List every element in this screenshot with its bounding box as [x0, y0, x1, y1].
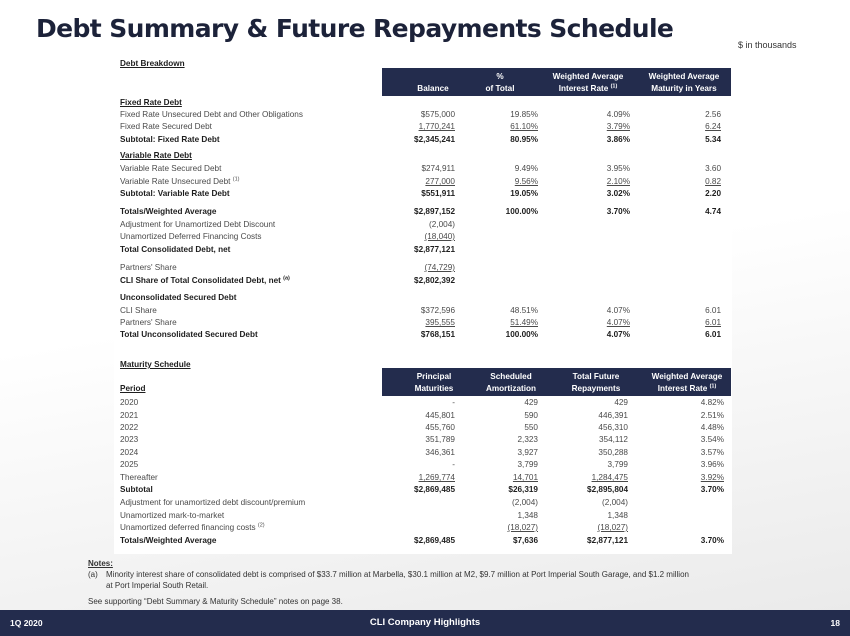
col-maturity-line1: Weighted Average — [648, 72, 720, 81]
amortization-cell: (18,027) — [507, 523, 538, 532]
balance-cell: $372,596 — [420, 306, 455, 315]
rate-cell: 3.92% — [700, 473, 724, 482]
cli-share-row — [120, 275, 732, 287]
table-row — [120, 305, 732, 317]
amortization-cell: 590 — [524, 411, 538, 420]
maturity-cell: 6.01 — [705, 318, 721, 327]
rate-cell: 3.70% — [606, 207, 630, 216]
rate-cell: 4.82% — [700, 398, 724, 407]
period-cell: Unamortized deferred financing costs $^{(2)}$ — [120, 522, 265, 532]
balance-cell: 277,000 — [425, 177, 455, 186]
period-cell: 2023 — [120, 435, 139, 444]
table-row — [120, 472, 732, 484]
period-cell: 2025 — [120, 460, 139, 469]
balance-cell: $2,877,121 — [414, 245, 455, 254]
maturity-table-header — [382, 368, 731, 396]
balance-cell: (2,004) — [429, 220, 455, 229]
table-row — [120, 497, 732, 509]
principal-cell: 445,801 — [425, 411, 455, 420]
table-row — [120, 121, 732, 133]
row-label: Totals/Weighted Average — [120, 207, 217, 216]
principal-cell: 351,789 — [425, 435, 455, 444]
note-a-marker: (a) — [88, 570, 98, 579]
footer-title: CLI Company Highlights — [369, 617, 481, 628]
table-row — [120, 176, 732, 188]
amortization-cell: 3,927 — [517, 448, 538, 457]
subtotal-row — [120, 188, 732, 200]
balance-cell: (18,040) — [424, 232, 455, 241]
maturity-schedule-title: Maturity Schedule — [120, 360, 191, 369]
table-row — [120, 231, 732, 243]
balance-cell: $2,345,241 — [414, 135, 455, 144]
rate-cell: 3.95% — [606, 164, 630, 173]
row-label: Unamortized Deferred Financing Costs — [120, 232, 262, 241]
balance-cell: (74,729) — [424, 263, 455, 272]
note-a-line2: at Port Imperial South Retail. — [106, 581, 209, 590]
total-cell: 354,112 — [599, 435, 628, 444]
balance-cell: $551,911 — [421, 189, 455, 198]
row-label: CLI Share of Total Consolidated Debt, net $^{(a)}$ — [120, 275, 290, 285]
col-rate-line2: Interest Rate $^{(1)}$ — [657, 383, 717, 393]
balance-cell: $2,897,152 — [414, 207, 455, 216]
table-row — [120, 410, 732, 422]
principal-cell: $2,869,485 — [414, 536, 455, 545]
fixed-rate-heading: Fixed Rate Debt — [120, 98, 182, 107]
debt-breakdown-title: Debt Breakdown — [120, 59, 185, 68]
balance-cell: $274,911 — [421, 164, 455, 173]
balance-cell: $2,802,392 — [414, 276, 455, 285]
maturity-cell: 6.24 — [705, 122, 721, 131]
page-number: 18 — [830, 618, 840, 628]
rate-cell: 3.70% — [700, 485, 724, 494]
rate-cell: 2.10% — [606, 177, 630, 186]
rate-cell: 3.79% — [606, 122, 630, 131]
variable-rate-heading: Variable Rate Debt — [120, 151, 192, 160]
col-pct-line2: of Total — [485, 84, 515, 93]
footer-bar — [0, 610, 850, 636]
pct-cell: 19.05% — [510, 189, 538, 198]
page-title: Debt Summary & Future Repayments Schedule — [36, 14, 674, 43]
total-cell: $2,895,804 — [587, 485, 628, 494]
total-cell: 429 — [614, 398, 628, 407]
row-label: Subtotal: Variable Rate Debt — [120, 189, 230, 198]
amortization-cell: 3,799 — [517, 460, 538, 469]
debt-table-header — [382, 68, 731, 96]
rate-cell: 4.07% — [606, 318, 630, 327]
period-cell: Adjustment for unamortized debt discount/premium — [120, 498, 306, 507]
rate-cell: 4.07% — [606, 330, 630, 339]
see-also-note: See supporting “Debt Summary & Maturity Schedule” notes on page 38. — [88, 597, 343, 606]
pct-cell: 61.10% — [510, 122, 538, 131]
amortization-cell: $7,636 — [512, 536, 538, 545]
balance-cell: $575,000 — [420, 110, 455, 119]
amortization-cell: 14,701 — [512, 473, 538, 482]
row-label: CLI Share — [120, 306, 157, 315]
pct-cell: 9.49% — [514, 164, 538, 173]
table-row — [120, 522, 732, 534]
total-cell: 456,310 — [598, 423, 628, 432]
total-cell: 446,391 — [598, 411, 628, 420]
totals-row — [120, 206, 732, 218]
table-row — [120, 262, 732, 274]
col-principal-line2: Maturities — [414, 384, 454, 393]
row-label: Partners' Share — [120, 318, 177, 327]
period-cell: 2024 — [120, 448, 139, 457]
table-row — [120, 434, 732, 446]
rate-cell: 2.51% — [700, 411, 724, 420]
table-row — [120, 163, 732, 175]
notes-heading: Notes: — [88, 559, 113, 568]
row-label: Total Consolidated Debt, net — [120, 245, 231, 254]
total-cell: 350,288 — [598, 448, 628, 457]
pct-cell: 19.85% — [510, 110, 538, 119]
maturity-cell: 5.34 — [705, 135, 721, 144]
row-label: Partners' Share — [120, 263, 177, 272]
col-total-line2: Repayments — [571, 384, 621, 393]
total-cell: (18,027) — [597, 523, 628, 532]
maturity-total-row — [120, 484, 732, 496]
footer-period: 1Q 2020 — [10, 618, 43, 628]
total-cell: 1,348 — [607, 511, 628, 520]
pct-cell: 51.49% — [510, 318, 538, 327]
pct-cell: 100.00% — [505, 207, 538, 216]
row-label: Fixed Rate Secured Debt — [120, 122, 212, 131]
period-cell: Totals/Weighted Average — [120, 536, 217, 545]
period-label: Period — [120, 384, 146, 393]
row-label: Subtotal: Fixed Rate Debt — [120, 135, 220, 144]
maturity-cell: 2.20 — [705, 189, 721, 198]
subtotal-row — [120, 134, 732, 146]
period-cell: Subtotal — [120, 485, 153, 494]
rate-cell: 3.96% — [700, 460, 724, 469]
period-cell: 2022 — [120, 423, 139, 432]
period-cell: 2021 — [120, 411, 139, 420]
table-row — [120, 459, 732, 471]
unconsolidated-heading — [120, 292, 732, 304]
maturity-cell: 0.82 — [705, 177, 721, 186]
col-amortization-line1: Scheduled — [490, 372, 532, 381]
maturity-total-row — [120, 535, 732, 547]
rate-cell: 3.57% — [700, 448, 724, 457]
table-row — [120, 510, 732, 522]
col-balance-line2: Balance — [417, 84, 449, 93]
amortization-cell: 1,348 — [517, 511, 538, 520]
col-pct-line1: % — [496, 72, 504, 81]
col-rate-line1: Weighted Average — [651, 372, 723, 381]
col-rate-line1: Weighted Average — [552, 72, 624, 81]
table-row — [120, 397, 732, 409]
principal-cell: - — [452, 398, 455, 407]
note-a-line1: Minority interest share of consolidated debt is comprised of $33.7 million at Marbella, $30.1 million at M2, $9.7 million at Port Imperial South Garage, and $1.2 million — [106, 570, 689, 579]
col-amortization-line2: Amortization — [485, 384, 537, 393]
balance-cell: 1,770,241 — [418, 122, 455, 131]
rate-cell: 3.70% — [700, 536, 724, 545]
balance-cell: 395,555 — [425, 318, 455, 327]
table-row — [120, 447, 732, 459]
amortization-cell: 2,323 — [517, 435, 538, 444]
row-label: Total Unconsolidated Secured Debt — [120, 330, 258, 339]
units-label: $ in thousands — [738, 40, 797, 50]
amortization-cell: 550 — [524, 423, 538, 432]
maturity-cell: 2.56 — [705, 110, 721, 119]
row-label: Unconsolidated Secured Debt — [120, 293, 237, 302]
pct-cell: 80.95% — [510, 135, 538, 144]
col-total-line1: Total Future — [572, 372, 620, 381]
rate-cell: 3.86% — [606, 135, 630, 144]
pct-cell: 9.56% — [514, 177, 538, 186]
total-cell: 1,284,475 — [591, 473, 628, 482]
principal-cell: - — [452, 460, 455, 469]
maturity-cell: 6.01 — [705, 306, 721, 315]
maturity-cell: 4.74 — [705, 207, 721, 216]
table-row — [120, 219, 732, 231]
row-label: Variable Rate Secured Debt — [120, 164, 222, 173]
rate-cell: 4.48% — [700, 423, 724, 432]
principal-cell: 1,269,774 — [418, 473, 455, 482]
row-label: Fixed Rate Unsecured Debt and Other Obligations — [120, 110, 303, 119]
principal-cell: $2,869,485 — [414, 485, 455, 494]
principal-cell: 455,760 — [425, 423, 455, 432]
total-cell: $2,877,121 — [587, 536, 628, 545]
principal-cell: 346,361 — [425, 448, 455, 457]
rate-cell: 4.07% — [606, 306, 630, 315]
table-row — [120, 109, 732, 121]
col-principal-line1: Principal — [416, 372, 452, 381]
maturity-cell: 6.01 — [705, 330, 721, 339]
amortization-cell: (2,004) — [512, 498, 538, 507]
total-cell: 3,799 — [607, 460, 628, 469]
balance-cell: $768,151 — [420, 330, 455, 339]
col-maturity-line2: Maturity in Years — [651, 84, 717, 93]
maturity-cell: 3.60 — [705, 164, 721, 173]
rate-cell: 3.02% — [606, 189, 630, 198]
table-row — [120, 317, 732, 329]
col-rate-line2: Interest Rate $^{(1)}$ — [558, 83, 618, 93]
rate-cell: 4.09% — [606, 110, 630, 119]
rate-cell: 3.54% — [700, 435, 724, 444]
period-cell: 2020 — [120, 398, 139, 407]
period-cell: Thereafter — [120, 473, 158, 482]
total-cell: (2,004) — [602, 498, 628, 507]
amortization-cell: 429 — [524, 398, 538, 407]
amortization-cell: $26,319 — [508, 485, 538, 494]
pct-cell: 48.51% — [510, 306, 538, 315]
pct-cell: 100.00% — [505, 330, 538, 339]
total-consolidated-row — [120, 244, 732, 256]
table-row — [120, 422, 732, 434]
total-unconsolidated-row — [120, 329, 732, 341]
period-cell: Unamortized mark-to-market — [120, 511, 225, 520]
row-label: Adjustment for Unamortized Debt Discount — [120, 220, 276, 229]
row-label: Variable Rate Unsecured Debt $^{(1)}$ — [120, 176, 240, 186]
